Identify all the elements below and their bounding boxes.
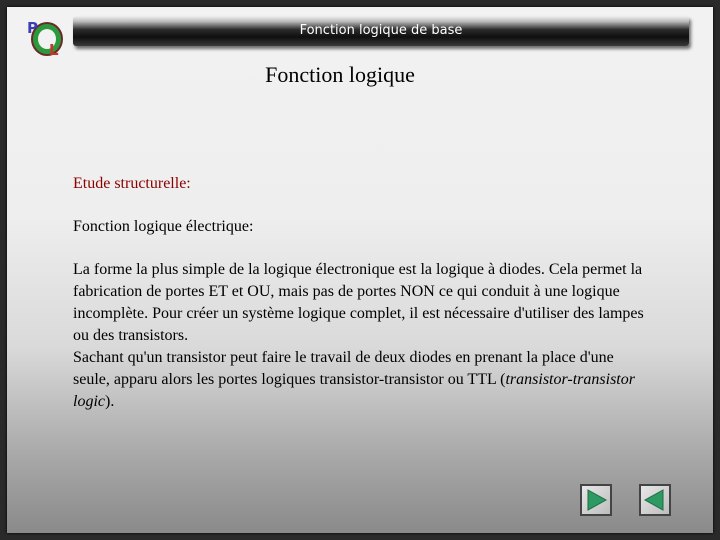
previous-slide-button[interactable]	[639, 484, 671, 516]
play-back-icon	[641, 486, 669, 514]
school-logo	[25, 17, 71, 59]
header-title: Fonction logique de base	[299, 23, 463, 38]
paragraph-2-italic: transistor-transistor logic	[73, 371, 635, 410]
body-text	[73, 259, 651, 413]
svg-text:P: P	[27, 19, 38, 37]
svg-text:L: L	[49, 41, 59, 59]
play-forward-icon	[582, 486, 610, 514]
next-slide-button[interactable]	[580, 484, 612, 516]
slide	[7, 7, 713, 533]
paragraph-2	[73, 347, 651, 413]
section-label: Fonction logique électrique:	[73, 218, 254, 235]
paragraph-2-end: ).	[105, 393, 115, 410]
slide-title: Fonction logique	[265, 62, 415, 87]
header-title-bar	[73, 16, 689, 46]
paragraph-1: La forme la plus simple de la logique électronique est la logique à diodes. Cela permet la fabrication de portes ET et OU, mais pas de portes NON ce qui conduit à une logique incomplète. Pour créer un système logique complet, il est nécessaire d'utiliser des lampes ou des transistors.	[73, 261, 644, 344]
slide-subtitle: Etude structurelle:	[73, 175, 191, 192]
paragraph-2-start: Sachant qu'un transistor peut faire le travail de deux diodes en prenant la place d'une seule, apparu alors les portes logiques transistor-transistor ou TTL (	[73, 349, 614, 388]
